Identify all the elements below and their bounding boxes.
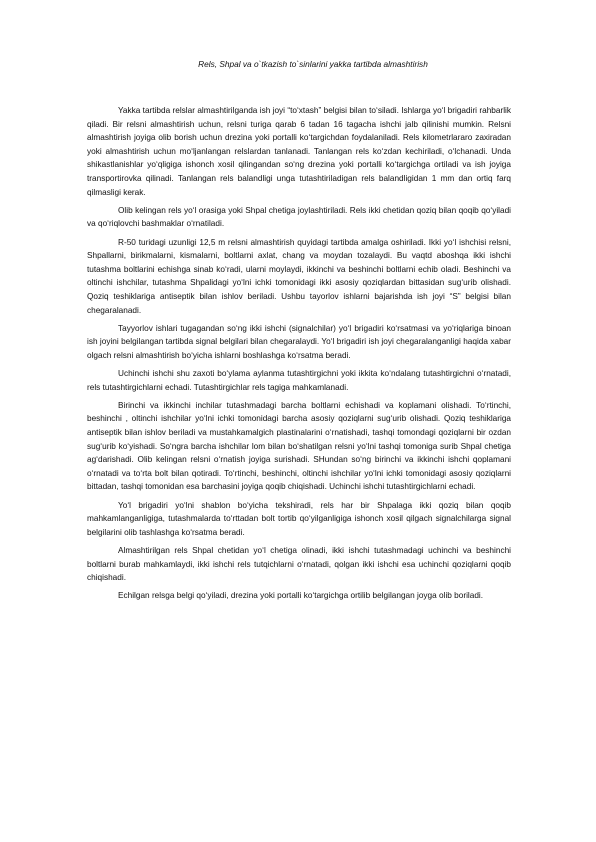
paragraph: Tayyorlov ishlari tugagandan so‘ng ikki ishchi (signalchilar) yo‘l brigadiri ko‘rsatmasi va yo‘riqlariga binoan ish joyini belgilangan tartibda signal belgilari bilan chegaralaydi. Yo‘l brigadiri ish joyi chegaralanganligi haqida xabar olgach relsni almashtirish bo‘yicha ishlarni boshlashga ko‘rsatma beradi.: [87, 323, 511, 360]
paragraph: Olib kelingan rels yo‘l orasiga yoki Shpal chetiga joylashtiriladi. Rels ikki chetidan qoziq bilan qoqib qo‘yiladi va qo‘riqlovchi bashmaklar o‘rnatiladi.: [87, 205, 511, 229]
paragraph: Birinchi va ikkinchi inchilar tutashmadagi barcha boltlarni echishadi va koplamani olishadi. To‘rtinchi, beshinchi , oltinchi ishchilar yo‘lni ichki tomonidagi barcha asosiy qoziqlarni sug‘urib olishadi. Qoziq teshiklariga antiseptik bilan ishlov beriladi va mustahkamalgich plastinalarini o‘rnatishadi, tashqi tomondagi qoziqlarni bir ozdan sug‘urib ko‘yishadi. So‘ngra barcha ishchilar lom bilan bo‘shatilgan relsni yo‘lni tashqi tomoniga surib Shpal chetiga ag‘darishadi. Olib kelingan relsni o‘rnatish joyiga surishadi. SHundan so‘ng birinchi va ikkinchi ishchi qoplamani o‘rnatadi va to‘rta bolt bilan qotiradi. To‘rtinchi, beshinchi, oltinchi ishchilar yo‘lni ichki tomonidagi asosiy qoziqlarni bittadan, tashqi tomonidan esa barchasini joyiga qoqib chiqishadi. Uchinchi ishchi tutashtirgichlarni echadi.: [87, 400, 511, 492]
paragraph: Yo‘l brigadiri yo‘lni shablon bo‘yicha tekshiradi, rels har bir Shpalaga ikki qoziq bilan qoqib mahkamlanganligiga, tutashmalarda to‘rttadan bolt tortib qo‘yilganligiga ishonch xosil qilgach signalchilarga signal belgilarini olib tashlashga ko‘rsatma beradi.: [87, 500, 511, 537]
document-title: Rels, Shpal va o`tkazish to`sinlarini yakka tartibda almashtirish: [198, 59, 428, 69]
paragraph: Yakka tartibda relslar almashtirilganda ish joyi “to‘xtash” belgisi bilan to‘siladi. Ishlarga yo‘l brigadiri rahbarlik qiladi. Bir relsni almashtirish uchun, relsni turiga qarab 6 tadan 16 tagacha ishchi jalb qilinishi mumkin. Relsni almashtirish joyiga olib borish uchun drezina yoki portalli ko‘targichdan foydalaniladi. Rels kilometrlararo zaxiradan yoki almashtirish uchun mo‘ljanlangan relslardan tanlanadi. Tanlangan rels ko‘zdan kechiriladi, o‘lchanadi. Unda shikastlanishlar yo‘qligiga ishonch xosil qilingandan so‘ng drezina yoki portalli ko‘targichga ortiladi va ish joyiga transportirovka qilinadi. Tanlangan rels balandligi unga tutashtiriladigan rels balandligidan 1 mm dan ortiq farq qilmasligi kerak.: [87, 106, 511, 197]
paragraph: Almashtirilgan rels Shpal chetidan yo‘l chetiga olinadi, ikki ishchi tutashmadagi uchinchi va beshinchi boltlarni burab mahkamlaydi, ikki ishchi rels tutqichlarni o‘rnatadi, qolgan ikki ishchi esa uchinchi qoziqlarni qoqib chiqishadi.: [87, 545, 511, 583]
paragraph: R-50 turidagi uzunligi 12,5 m relsni almashtirish quyidagi tartibda amalga oshiriladi. Ikki yo‘l ishchisi relsni, Shpallarni, birikmalarni, kismalarni, boltlarni axlat, chang va moydan tozalaydi. Bu vaqtd aboshqa ikki ishchi tutashma boltlarini echishga sinab ko‘radi, ularni moylaydi, ikkinchi va beshinchi boltlarni echib oladi. Beshinchi va oltinchi ishchilar, tutashma Shpalidagi yo‘lni ichki tomonidagi ikki asosiy qoziqlardan bittasidan sug‘urib olishadi. Qoziq teshiklariga antiseptik bilan ishlov beriladi. Ushbu tayorlov ishlarni bajarishda ish joyi “S” belgisi bilan chegaralanadi.: [87, 237, 511, 315]
paragraph: Uchinchi ishchi shu zaxoti bo‘ylama aylanma tutashtirgichni yoki ikkita ko‘ndalang tutashtirgichni o‘rnatadi, rels tutashtirgichlarni echadi. Tutashtirgichlar rels tagiga mahkamlanadi.: [87, 369, 511, 392]
document-body: [87, 104, 511, 608]
paragraph: Echilgan relsga belgi qo‘yiladi, drezina yoki portalli ko‘targichga ortilib belgilangan joyga olib boriladi.: [118, 591, 484, 601]
